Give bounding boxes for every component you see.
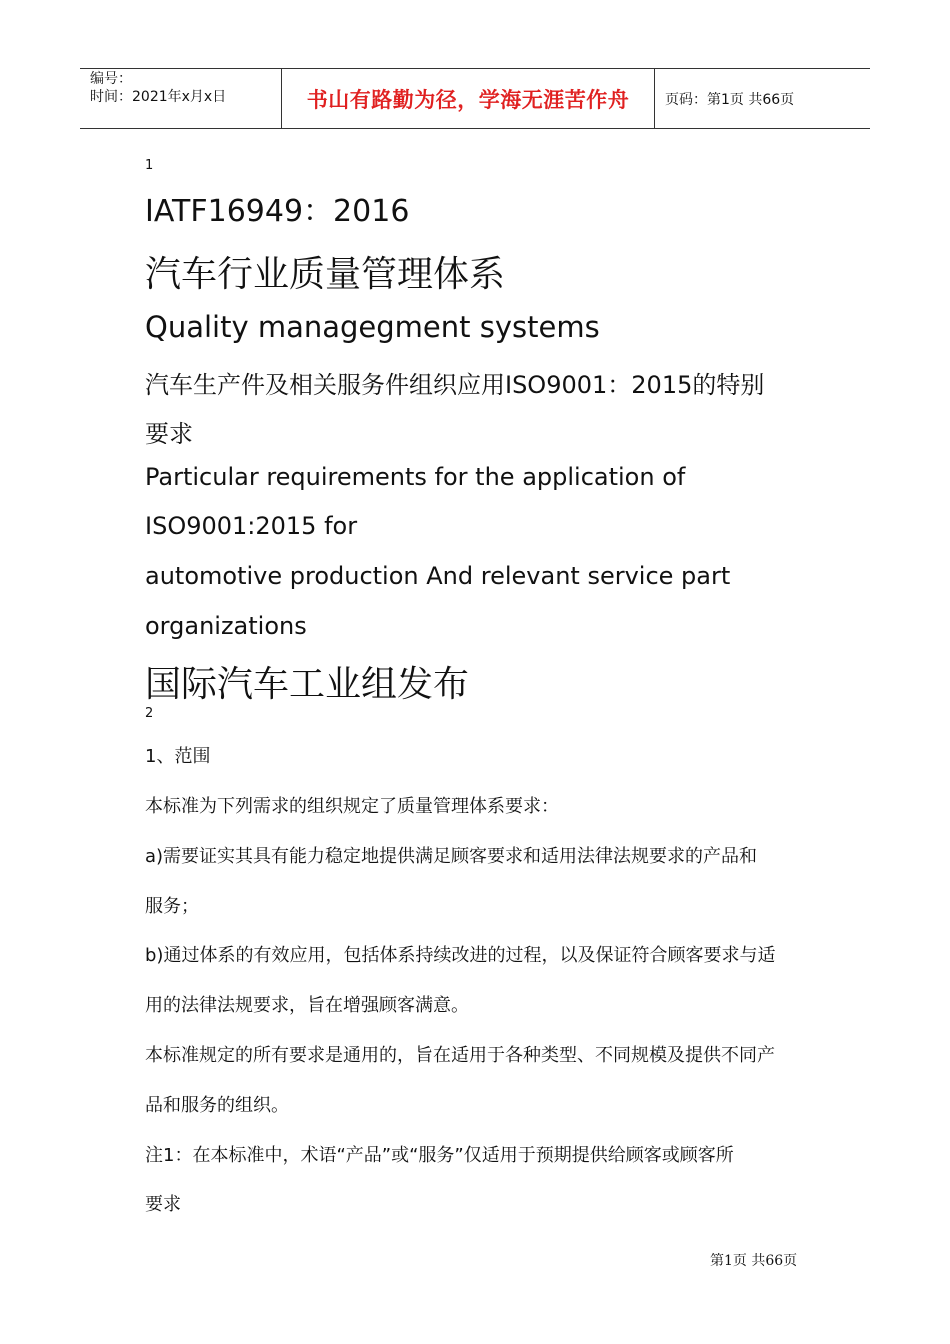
motto-text: 书山有路勤为径，学海无涯苦作舟 [306,86,630,112]
paragraph-1: 本标准为下列需求的组织规定了质量管理体系要求： [145,796,559,817]
subtitle-cn-line2: 要求 [145,420,193,448]
page-footer: 第1页 共66页 [710,1253,798,1269]
note-1-line2: 要求 [145,1194,181,1215]
page-header [80,68,870,129]
scope-heading: 1、范围 [145,746,211,767]
publisher: 国际汽车工业组发布 [145,664,470,705]
header-motto-cell [282,69,655,128]
standard-id: IATF16949：2016 [145,194,410,229]
section-number-1: 1 [145,158,154,173]
paragraph-2-line1: 本标准规定的所有要求是通用的，旨在适用于各种类型、不同规模及提供不同产 [145,1045,775,1066]
item-b-line2: 用的法律法规要求，旨在增强顾客满意。 [145,995,469,1016]
header-meta [80,69,282,128]
subtitle-en-line4: organizations [145,612,307,640]
time-label: 时间：2021年x月x日 [90,89,227,105]
subtitle-en-line3: automotive production And relevant service part [145,562,731,590]
section-number-2: 2 [145,706,154,721]
title-cn: 汽车行业质量管理体系 [145,254,506,295]
paragraph-2-line2: 品和服务的组织。 [145,1095,289,1116]
subtitle-en-line1: Particular requirements for the application of [145,463,686,491]
subtitle-cn-line1: 汽车生产件及相关服务件组织应用ISO9001：2015的特别 [145,371,765,399]
item-a-line1: a)需要证实其具有能力稳定地提供满足顾客要求和适用法律法规要求的产品和 [145,846,758,867]
title-en: Quality managegment systems [145,310,600,344]
header-page-info: 页码：第1页 共66页 [665,91,795,108]
subtitle-en-line2: ISO9001:2015 for [145,512,358,540]
note-1-line1: 注1：在本标准中，术语“产品”或“服务”仅适用于预期提供给顾客或顾客所 [145,1145,734,1166]
item-b-line1: b)通过体系的有效应用，包括体系持续改进的过程，以及保证符合顾客要求与适 [145,945,776,966]
item-a-line2: 服务； [145,896,199,917]
number-label: 编号： [90,71,132,87]
